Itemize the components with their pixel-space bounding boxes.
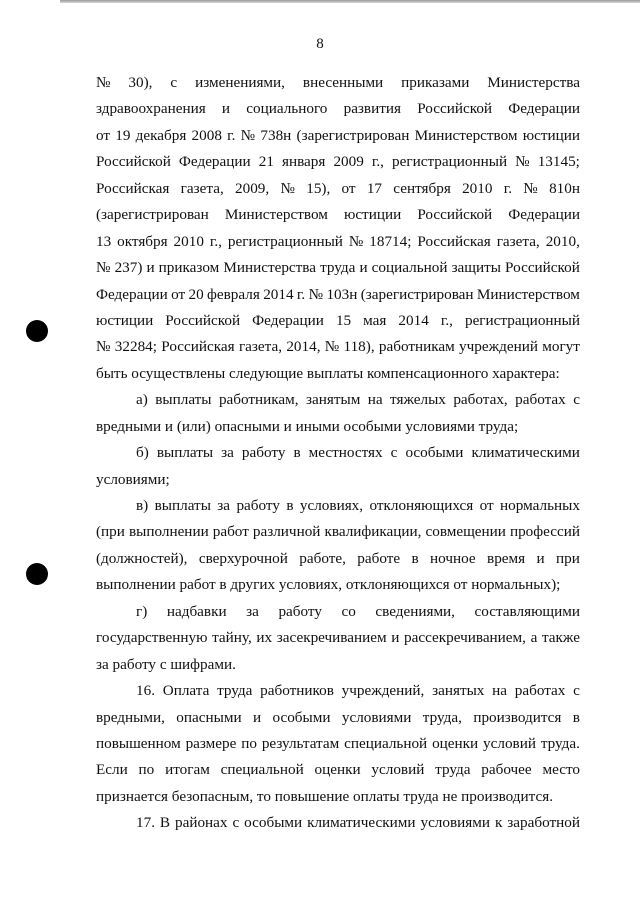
text-line: здравоохранения и социального развития Российской Федерации: [96, 100, 580, 118]
scan-top-edge: [60, 0, 640, 3]
text-line: условиями;: [96, 470, 170, 488]
text-line: № 30), с изменениями, внесенными приказами Министерства: [96, 74, 580, 91]
text-line: 17. В районах с особыми климатическими условиями к заработной: [136, 814, 580, 832]
text-line: повышенном размере по результатам специальной оценки условий труда.: [96, 734, 580, 752]
text-line: признается безопасным, то повышение оплаты труда не производится.: [96, 787, 553, 805]
text-line: Российская газета, 2009, № 15), от 17 сентября 2010 г. № 810н: [96, 179, 580, 197]
text-line: а) выплаты работникам, занятым на тяжелых работах, работах с: [136, 391, 580, 409]
text-line: Если по итогам специальной оценки условий труда рабочее место: [96, 761, 580, 779]
text-line: государственную тайну, их засекречиванием и рассекречиванием, а также: [96, 629, 580, 647]
page-number: 8: [316, 36, 324, 52]
text-line: за работу с шифрами.: [96, 655, 236, 673]
text-line: № 237) и приказом Министерства труда и социальной защиты Российской: [96, 259, 580, 277]
text-line: вредными, опасными и особыми условиями труда, производится в: [96, 708, 580, 726]
text-line: Федерации от 20 февраля 2014 г. № 103н (зарегистрирован Министерством: [96, 285, 580, 303]
text-line: (должностей), сверхурочной работе, работе в ночное время и при: [96, 549, 580, 567]
punch-hole-mark: [26, 320, 48, 342]
text-line: (зарегистрирован Министерством юстиции Российской Федерации: [96, 206, 580, 224]
text-line: (при выполнении работ различной квалификации, совмещении профессий: [96, 523, 580, 541]
text-line: от 19 декабря 2008 г. № 738н (зарегистрирован Министерством юстиции: [96, 126, 580, 144]
text-line: № 32284; Российская газета, 2014, № 118), работникам учреждений могут: [96, 338, 580, 356]
document-body: [96, 70, 580, 837]
text-line: 13 октября 2010 г., регистрационный № 18714; Российская газета, 2010,: [96, 232, 580, 250]
text-line: юстиции Российской Федерации 15 мая 2014 г., регистрационный: [96, 311, 580, 329]
text-line: выполнении работ в других условиях, отклоняющихся от нормальных);: [96, 576, 561, 594]
text-line: в) выплаты за работу в условиях, отклоняющихся от нормальных: [136, 497, 580, 514]
text-line: быть осуществлены следующие выплаты компенсационного характера:: [96, 364, 560, 382]
text-line: вредными и (или) опасными и иными особыми условиями труда;: [96, 417, 519, 435]
text-line: 16. Оплата труда работников учреждений, занятых на работах с: [136, 682, 580, 700]
text-line: г) надбавки за работу со сведениями, составляющими: [136, 602, 580, 620]
punch-hole-mark: [26, 563, 48, 585]
text-line: Российской Федерации 21 января 2009 г., регистрационный № 13145;: [96, 153, 580, 171]
text-line: б) выплаты за работу в местностях с особыми климатическими: [136, 444, 580, 462]
